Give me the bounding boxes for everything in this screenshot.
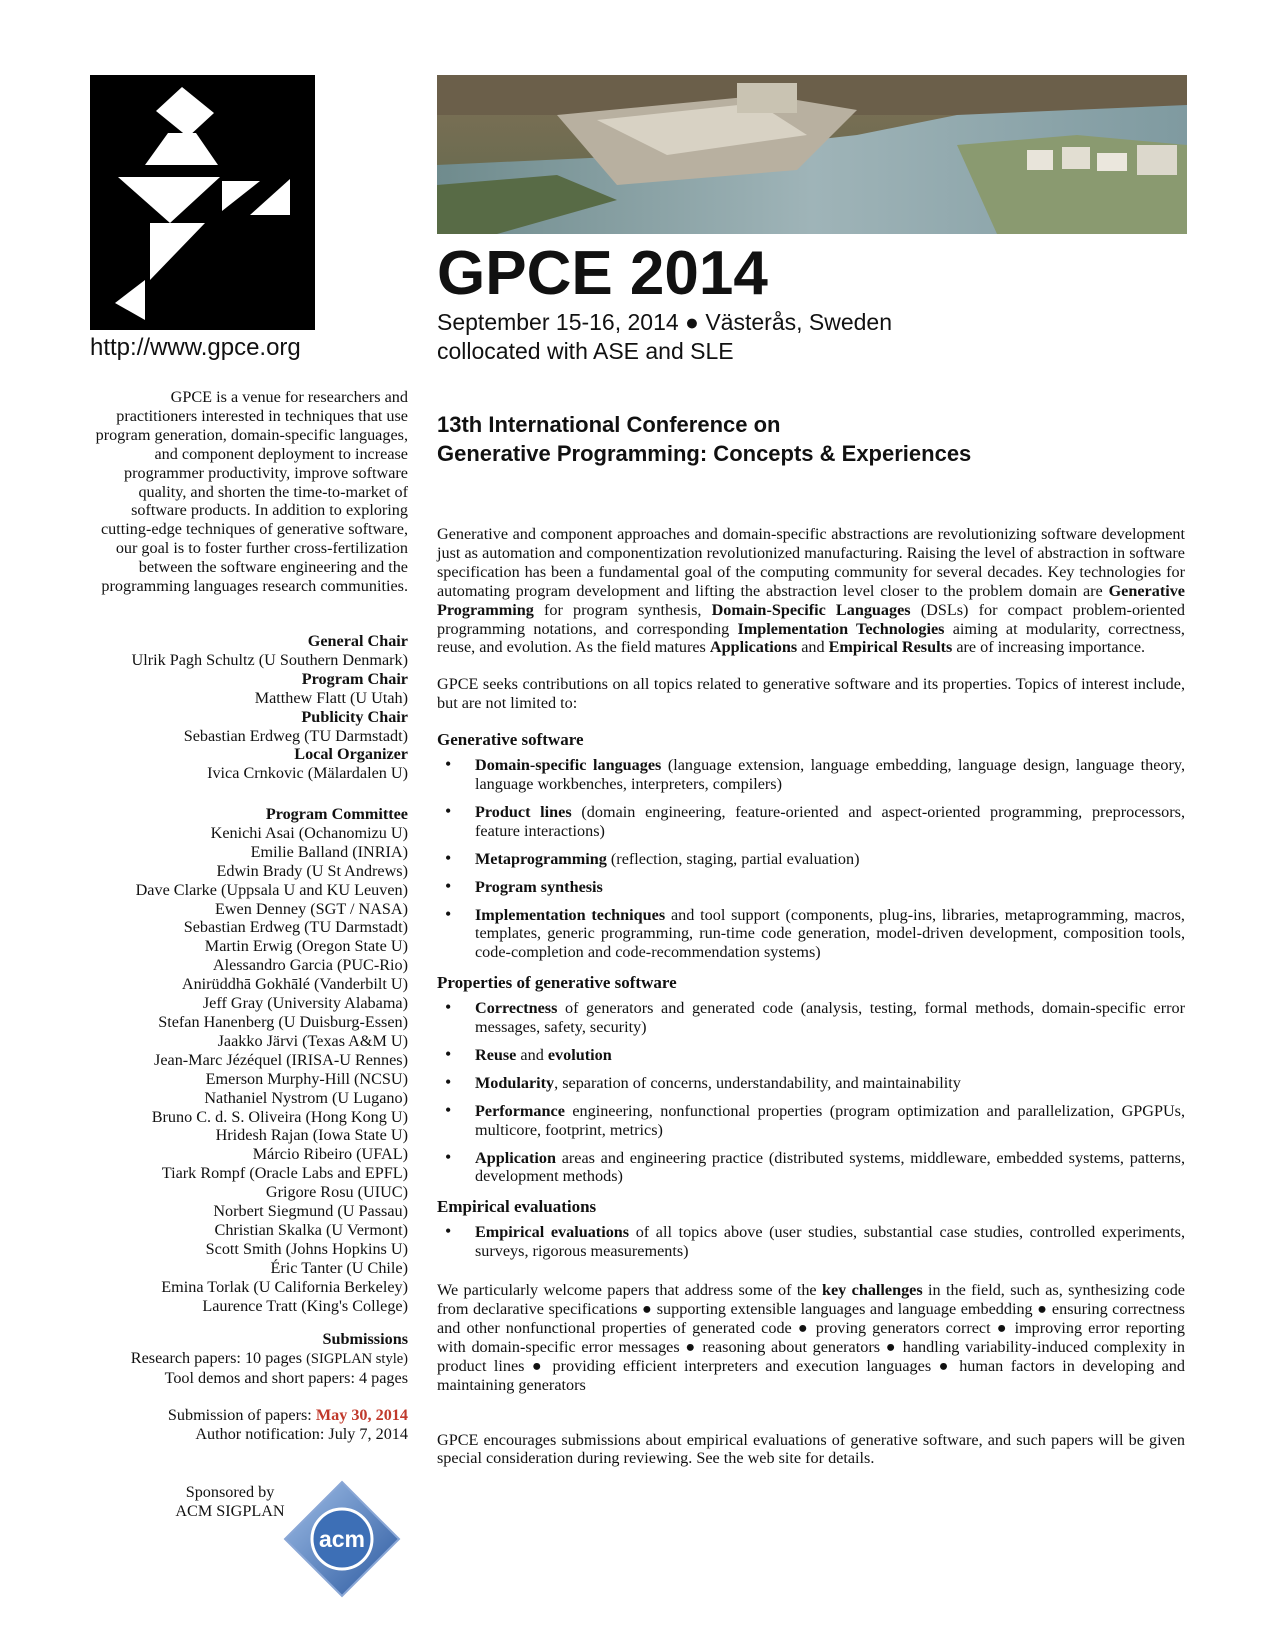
committee-member: Jean-Marc Jézéquel (IRISA-U Rennes) <box>154 1050 408 1069</box>
call-for-papers-body <box>437 525 1185 1486</box>
svg-text:acm: acm <box>318 1526 366 1552</box>
bullet-icon: • <box>445 1043 452 1064</box>
section-heading: Generative software <box>437 730 584 750</box>
committee-member: Nathaniel Nystrom (U Lugano) <box>204 1088 408 1107</box>
role-title: Program Chair <box>301 669 408 688</box>
bullet-icon: • <box>445 903 452 924</box>
venue-photo <box>437 75 1187 234</box>
topic-list <box>437 1223 1185 1261</box>
topic-item: • Reuse and evolution <box>445 1043 612 1064</box>
topic-list <box>437 756 1185 962</box>
committee-member: Kenichi Asai (Ochanomizu U) <box>210 823 408 842</box>
tangram-figure-icon <box>90 75 315 330</box>
role-name: Matthew Flatt (U Utah) <box>254 688 408 707</box>
committee-member: Márcio Ribeiro (UFAL) <box>252 1145 408 1164</box>
submission-deadline: Submission of papers: May 30, 2014 <box>167 1405 408 1424</box>
committee-member: Edwin Brady (U St Andrews) <box>216 861 408 880</box>
intro-paragraph: GPCE is a venue for researchers and practitioners interested in techniques that use program generation, domain-specific languages, and component deployment to increase programmer productivity, improve software quality, and shorten the time-to-market of software products. In addition to exploring cutting-edge techniques of generative software, our goal is to foster further cross-fertilization between the software engineering and the programming languages research communities. <box>95 388 408 596</box>
committee-member: Christian Skalka (U Vermont) <box>214 1220 408 1239</box>
deadline-date: May 30, 2014 <box>315 1405 408 1424</box>
bullet-icon: • <box>445 875 452 896</box>
committee-member: Bruno C. d. S. Oliveira (Hong Kong U) <box>151 1107 408 1126</box>
committee-list <box>90 824 408 1316</box>
committee-member: Jeff Gray (University Alabama) <box>202 994 408 1013</box>
bullet-icon: • <box>445 800 452 821</box>
committee-member: Dave Clarke (Uppsala U and KU Leuven) <box>135 880 408 899</box>
tangram-logo <box>90 75 315 330</box>
role-title: General Chair <box>307 632 408 650</box>
role-title: Publicity Chair <box>301 707 408 726</box>
submissions-title: Submissions <box>322 1330 408 1348</box>
committee-member: Alessandro Garcia (PUC-Rio) <box>212 956 408 975</box>
tool-demos-line: Tool demos and short papers: 4 pages <box>164 1368 408 1387</box>
committee-member: Norbert Siegmund (U Passau) <box>213 1202 408 1221</box>
section-heading: Empirical evaluations <box>437 1197 597 1217</box>
notification-date: Author notification: July 7, 2014 <box>195 1424 408 1443</box>
bullet-icon: • <box>445 1221 452 1242</box>
topic-sections <box>437 731 1185 1261</box>
committee-member: Emilie Balland (INRIA) <box>250 842 408 861</box>
conference-dates: September 15-16, 2014 ● Västerås, Sweden collocated with ASE and SLE <box>437 309 893 364</box>
committee-member: Jaakko Järvi (Texas A&M U) <box>217 1031 408 1050</box>
submissions-info <box>90 1330 408 1444</box>
bullet-icon: • <box>445 997 452 1018</box>
key-challenges-paragraph: We particularly welcome papers that address some of the key challenges in the field, such as, synthesizing code from declarative specifications ● supporting extensible languages and language embedding ● ensuring correctness and other nonfunctional properties of generated code ● proving generators correct ● improving error reporting with domain-specific error messages ● reasoning about generators ● handling variability-induced complexity in product lines ● providing efficient interpreters and execution languages ● human factors in developing and maintaining generators <box>437 1281 1185 1394</box>
bullet-icon: • <box>445 847 452 868</box>
role-name: Sebastian Erdweg (TU Darmstadt) <box>183 726 408 745</box>
topic-item: • Metaprogramming (reflection, staging, partial evaluation) <box>445 847 860 868</box>
committee-member: Martin Erwig (Oregon State U) <box>204 937 408 956</box>
committee-member: Sebastian Erdweg (TU Darmstadt) <box>183 918 408 937</box>
committee-member: Scott Smith (Johns Hopkins U) <box>205 1239 408 1258</box>
topic-item: • Product lines (domain engineering, feature-oriented and aspect-oriented programming, preprocessors, feature interactions) <box>445 800 1185 840</box>
committee-title: Program Committee <box>265 805 408 823</box>
topic-item: • Application areas and engineering practice (distributed systems, middleware, embedded systems, patterns, development methods) <box>445 1146 1185 1186</box>
committee-member: Tiark Rompf (Oracle Labs and EPFL) <box>161 1164 408 1183</box>
research-papers-line: Research papers: 10 pages (SIGPLAN style) <box>130 1348 408 1367</box>
intro-paragraph-main: Generative and component approaches and domain-specific abstractions are revolutionizing software development just as automation and componentization revolutionized manufacturing. Raising the level of abstraction in software specification has been a fundamental goal of the computing community for several decades. Key technologies for automating program development and lifting the abstraction level closer to the problem domain are Generative Programming for program synthesis, Domain-Specific Languages (DSLs) for compact problem-oriented programming notations, and corresponding Implementation Technologies aiming at modularity, correctness, reuse, and evolution. As the field matures Applications and Empirical Results are of increasing importance. <box>437 525 1185 657</box>
bullet-icon: • <box>445 1071 452 1092</box>
topic-item: • Correctness of generators and generated code (analysis, testing, formal methods, domain-specific error messages, safety, security) <box>445 997 1185 1037</box>
bullet-icon: • <box>445 1099 452 1120</box>
committee-member: Hridesh Rajan (Iowa State U) <box>215 1126 408 1145</box>
bullet-icon: • <box>445 1146 452 1167</box>
program-committee <box>90 805 408 1315</box>
acm-diamond-icon <box>283 1480 401 1598</box>
committee-member: Laurence Tratt (King's College) <box>202 1296 408 1315</box>
sponsor-text: Sponsored by ACM SIGPLAN <box>175 1483 285 1520</box>
bullet-icon: • <box>445 754 452 775</box>
committee-member: Grigore Rosu (UIUC) <box>265 1183 408 1202</box>
committee-member: Éric Tanter (U Chile) <box>270 1258 408 1277</box>
topic-list <box>437 999 1185 1186</box>
role-name: Ulrik Pagh Schultz (U Southern Denmark) <box>131 650 408 669</box>
conference-name: 13th International Conference on Generative Programming: Concepts & Experiences <box>437 412 972 466</box>
section-heading: Properties of generative software <box>437 973 677 993</box>
empirical-note: GPCE encourages submissions about empirical evaluations of generative software, and such papers will be given special consideration during reviewing. See the web site for details. <box>437 1430 1185 1468</box>
topic-item: • Program synthesis <box>445 875 603 896</box>
topic-item: • Implementation techniques and tool support (components, plug-ins, libraries, metaprogramming, macros, templates, generic programming, run-time code generation, model-driven development, composition tools, code-completion and code-recommendation systems) <box>445 903 1185 962</box>
committee-member: Emerson Murphy-Hill (NCSU) <box>205 1069 408 1088</box>
topic-item: • Performance engineering, nonfunctional properties (program optimization and parallelization, GPGPUs, multicore, footprint, metrics) <box>445 1099 1185 1139</box>
topic-item: • Empirical evaluations of all topics above (user studies, substantial case studies, controlled experiments, surveys, rigorous measurements) <box>445 1221 1186 1261</box>
role-name: Ivica Crnkovic (Mälardalen U) <box>207 764 408 783</box>
topics-intro: GPCE seeks contributions on all topics related to generative software and its properties. Topics of interest include, but are not limited to: <box>437 675 1185 713</box>
committee-member: Anirüddhā Gokhālé (Vanderbilt U) <box>181 975 408 994</box>
organizers <box>90 632 408 783</box>
role-title: Local Organizer <box>294 745 408 764</box>
topic-item: • Modularity, separation of concerns, understandability, and maintainability <box>445 1071 961 1092</box>
acm-logo <box>283 1480 401 1598</box>
website-url[interactable]: http://www.gpce.org <box>90 334 301 361</box>
committee-member: Ewen Denney (SGT / NASA) <box>214 899 408 918</box>
committee-member: Emina Torlak (U California Berkeley) <box>161 1277 408 1296</box>
topic-item: • Domain-specific languages (language extension, language embedding, language design, language theory, language workbenches, interpreters, compilers) <box>445 754 1185 793</box>
committee-member: Stefan Hanenberg (U Duisburg-Essen) <box>158 1012 408 1031</box>
page-title: GPCE 2014 <box>437 239 768 308</box>
